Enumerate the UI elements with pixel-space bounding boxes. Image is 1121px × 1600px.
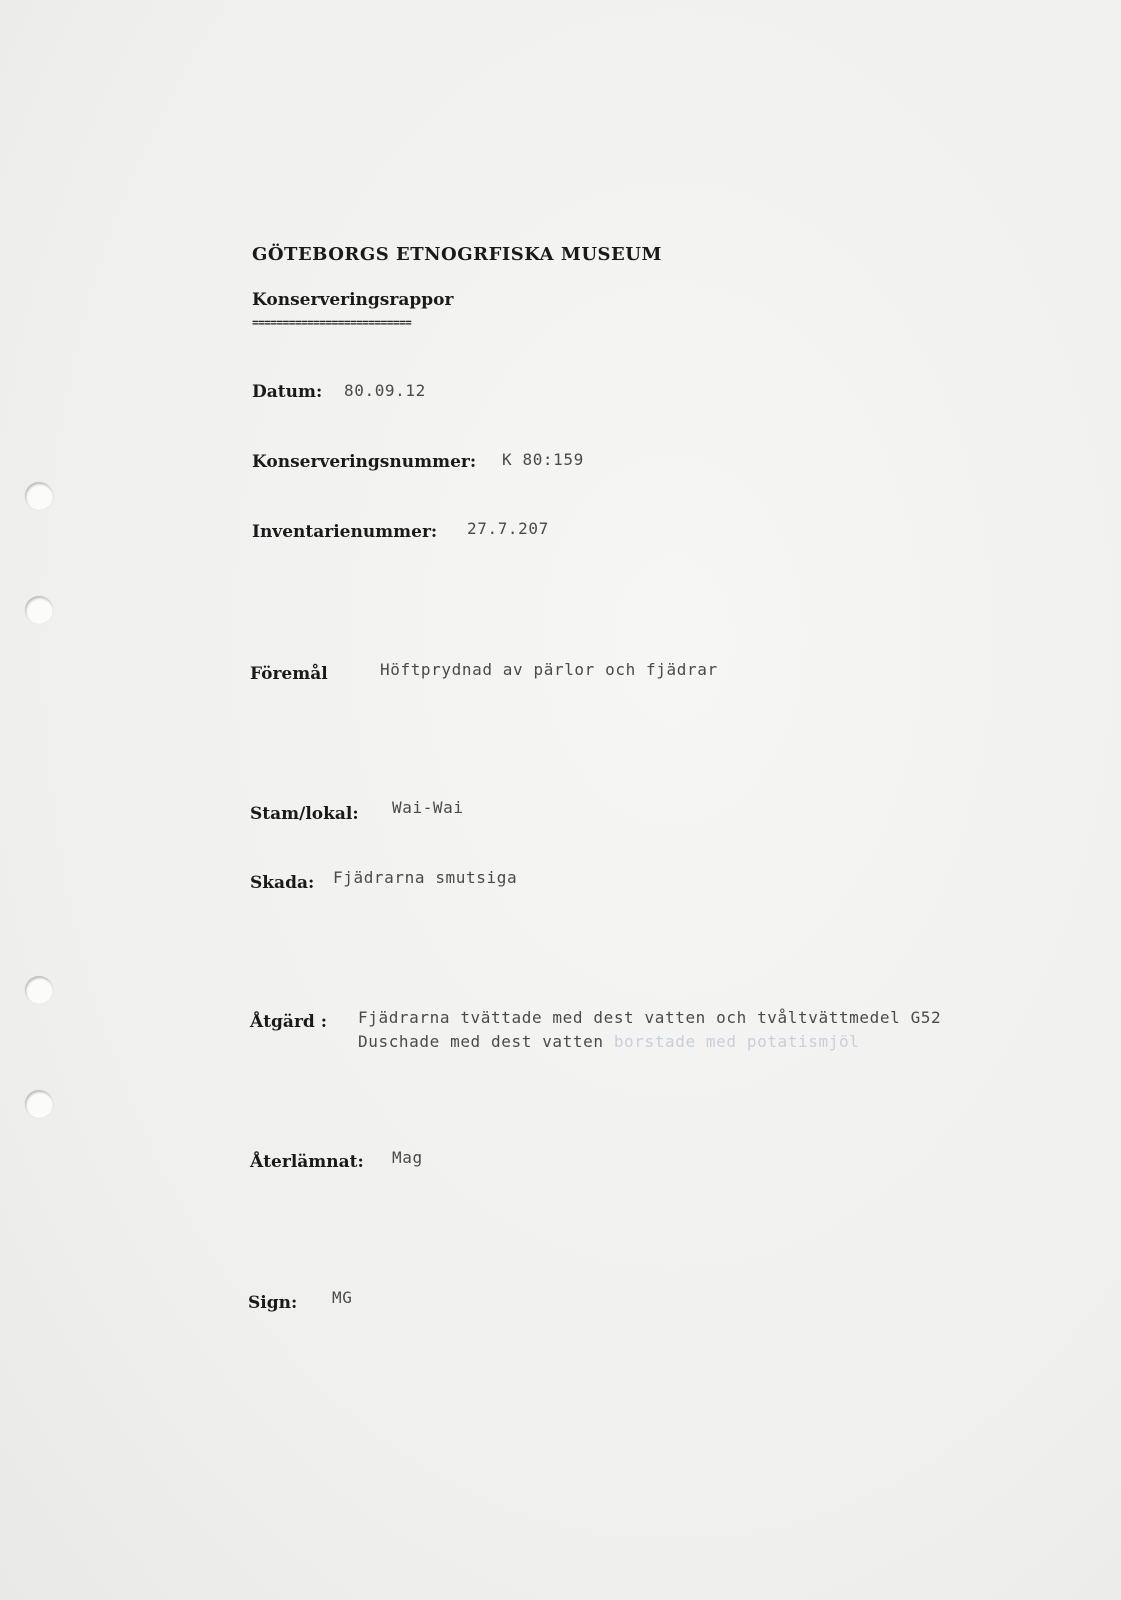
datum-value: 80.09.12 <box>344 381 426 400</box>
punch-hole <box>25 1090 53 1118</box>
foremal-value: Höftprydnad av pärlor och fjädrar <box>380 660 718 679</box>
atgard-line-1: Fjädrarna tvättade med dest vatten och tvåltvättmedel G52 <box>358 1008 942 1027</box>
inventarienummer-value: 27.7.207 <box>467 519 549 538</box>
stam-lokal-value: Wai-Wai <box>392 798 464 817</box>
punch-hole <box>25 596 53 624</box>
punch-hole <box>25 976 53 1004</box>
atgard-line-2-text: Duschade med dest vatten <box>358 1032 604 1051</box>
atgard-line-2 <box>358 1032 859 1051</box>
datum-label: Datum: <box>252 382 323 402</box>
skada-label: Skada: <box>250 873 315 893</box>
sign-value: MG <box>332 1288 353 1307</box>
skada-value: Fjädrarna smutsiga <box>333 868 518 887</box>
konserveringsnummer-value: K 80:159 <box>502 450 584 469</box>
report-title: Konserveringsrappor <box>252 290 454 310</box>
sign-label: Sign: <box>248 1293 298 1313</box>
konserveringsnummer-label: Konserveringsnummer: <box>252 452 477 472</box>
punch-hole <box>25 482 53 510</box>
aterlamnat-value: Mag <box>392 1148 423 1167</box>
foremal-label: Föremål <box>250 664 328 684</box>
stam-lokal-label: Stam/lokal: <box>250 804 359 824</box>
aterlamnat-label: Återlämnat: <box>250 1152 364 1172</box>
atgard-label: Åtgärd : <box>250 1012 327 1032</box>
title-underline: ========================== <box>252 316 412 329</box>
atgard-line-2-faint-text: borstade med potatismjöl <box>613 1032 860 1051</box>
museum-name: GÖTEBORGS ETNOGRFISKA MUSEUM <box>252 244 662 265</box>
inventarienummer-label: Inventarienummer: <box>252 522 438 542</box>
